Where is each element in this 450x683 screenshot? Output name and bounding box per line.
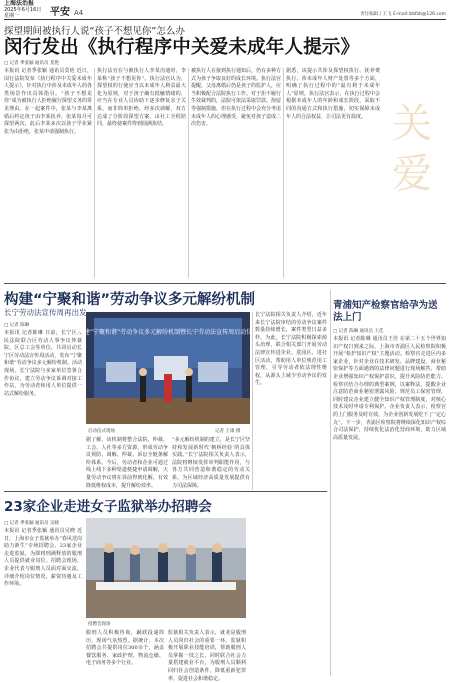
article1-column-1: 本报讯 记者季张颖 通讯员莫艳 近日，闵行法院发布《执行程序中关爱未成年人提示》，针对执行中涉及未成年人的各类场景作出具体指引。“孩子不想见你”成为被执行人拒绝履行探望义务的常见理由。在一起案件中，张某与李某离婚后约定孩子由李某抚养，张某每月可探望两次。此后李某多次以孩子学业紧张为由拒绝，张某申请强制执行。 xyxy=(4,68,92,135)
article2-photo-credit: 记者 王康 摄 xyxy=(215,429,241,434)
section-divider xyxy=(4,491,327,492)
article4-column-2: 服刑人员积极咨询，踊跃投递简历，现场气氛热烈。据统计，本次招聘会共提供岗位300余个，涵盖餐饮服务、家政护理、物流仓储、电子商务等多个行业。 xyxy=(86,630,164,667)
article3-byline: □ 记者 陈琳 通讯员 王佳 xyxy=(333,329,384,334)
article1-column-3: 被执行人在接到执行通知后，仍有多种方式为孩子争取良好的成长环境。执行法官提醒，父母离婚后仍是孩子的监护人，应当积极配合法院执行工作。对于拒不履行生效裁判的，法院可依法采取罚款、拘留等强制措施，但在执行过程中会充分考虑未成年人的心理感受，避免对孩子造成二次伤害。 xyxy=(191,68,282,128)
article2-subheadline: 长宁劳动法宣传周再出发 xyxy=(4,308,87,317)
issue-date: 2025年6月16日 xyxy=(4,7,42,13)
column-divider xyxy=(330,290,331,676)
column-divider xyxy=(283,68,284,278)
logo-title: 上海法治报 xyxy=(4,0,35,7)
article2-column-3: “多元解纷机制的建立，是长宁区坚持和发展新时代‘枫桥经验’的具体实践。”长宁法院相关负责人表示，法院将继续发挥审判职能作用，与各方共同营造和谐稳定的劳动关系，为区域经济高质量发展提供有力司法保障。 xyxy=(172,437,250,489)
article2-column-2: 据了解，该机制将整合法院、仲裁、工会、人社等多方资源，形成劳动争议预防、调解、仲裁、诉讼全链条解纷体系。今后，劳动者和企业可通过线上线下多种渠道便捷申请调解，大量劳动争议将在诉前得到化解，有效降低维权成本，提升解纷效率。 xyxy=(86,437,168,489)
article4-headline: 23家企业走进女子监狱举办招聘会 xyxy=(4,499,212,515)
side-glyph-care-1: 关 xyxy=(392,101,432,147)
article4-photo xyxy=(86,518,246,618)
article4-column-1: 本报讯 记者季张颖 通讯员吴晓 近日，上海市女子监狱举办“春风送岗 助力新生”专场招聘会，23家企业走进监狱，为即将刑满释放的服刑人员提供就业岗位。招聘会现场，企业代表与服刑人员面对面交流，详细介绍岗位情况、薪资待遇及工作环境。 xyxy=(4,528,82,588)
article4-column-3: 监狱相关负责人表示，就业是服刑人员回归社会的重要一环。监狱积极开展职业技能培训，帮助服刑人员掌握一技之长，同时联合社会力量搭建就业平台，为服刑人员顺利回归社会创造条件，降低重新犯罪率，促进社会和谐稳定。 xyxy=(168,630,246,682)
section-divider xyxy=(4,283,446,284)
column-divider xyxy=(94,68,95,278)
article2-headline: 构建“宁聚和谐”劳动争议多元解纷机制 xyxy=(4,292,256,308)
article2-column-1: 本报讯 记者陈琳 日前，长宁区人民法院联合区劳动人事争议仲裁院、区总工会等单位，共同启动长宁区劳动法宣传周活动，发布“宁聚和谐”劳动争议多元解纷机制。活动现场，长宁法院与多家单位签署合作协议，建立劳动争议诉调对接工作站，为劳动者和用人单位提供一站式解纷服务。 xyxy=(4,330,82,397)
newspaper-logo xyxy=(4,1,44,19)
article1-column-2: 执行法官在与被执行人李某沟通时，李某称“孩子不想见你”。执行法官认为，探望权的行使应当以未成年人利益最大化为原则，对于孩子确有抵触情绪的，应当在专业人员协助下逐步修复亲子关系，而非简单拒绝。经多次调解，双方达成了分阶段探望方案，由社工全程陪同，最终使案件得到圆满执结。 xyxy=(97,68,186,128)
article2-photo-caption: 启动仪式现场 xyxy=(88,429,115,434)
article1-column-4: 据悉，该提示共涉及探望权执行、抚养费执行、涉未成年人财产处置等多个方面，明确了执行过程中的“最有利于未成年人”原则。执行法官表示，在执行过程中会根据未成年人的年龄和成长阶段，采取不同的沟通方式和执行措施，切实保障未成年人的合法权益，让司法更有温度。 xyxy=(286,68,380,120)
side-glyph-care-2: 爱 xyxy=(392,151,432,197)
article1-byline: □ 记者 季张颖 通讯员 莫艳 xyxy=(4,61,59,66)
article1-headline: 闵行发出《执行程序中关爱未成年人提示》 xyxy=(4,37,360,58)
job-fair-photo-illustration xyxy=(86,518,246,618)
article4-photo-caption: 招聘会现场 xyxy=(88,622,111,627)
issue-weekday: 星期一 xyxy=(4,13,20,19)
article1-kicker: 探望期间被执行人说“孩子不想见你”怎么办 xyxy=(4,26,185,37)
section-name: 平安 xyxy=(50,7,70,18)
article3-headline: 青浦知产检察官给孕为送法上门 xyxy=(333,300,438,323)
masthead xyxy=(4,2,446,20)
article4-byline: □ 记者 季张颖 通讯员 吴晓 xyxy=(4,521,59,526)
column-divider xyxy=(252,312,253,490)
ceremony-photo-illustration xyxy=(77,312,259,424)
column-divider xyxy=(188,68,189,278)
article3-body: 本报讯 记者陈琳 通讯员王佳 在第二十五个世界知识产权日到来之际，上海市青浦区人民检察院积极开展“检护知识产权”主题活动。检察官走进区内多家企业，针对企业在技术研发、品牌建设、商业秘密保护等方面遇到的法律问题进行现场解答，帮助企业增强知识产权保护意识，提升风险防范能力。检察官结合办理的典型案例，以案释法，提醒企业注意防范商业秘密泄露风险，规范员工保密管理，同时建议企业建立健全知识产权管理制度，对核心技术及时申请专利保护。企业负责人表示，检察官的上门服务及时有效，为企业创新发展吃下了“定心丸”。下一步，青浦区检察院将继续深化知识产权综合司法保护，持续优化法治化营商环境，助力区域高质量发展。 xyxy=(333,336,446,441)
stage-banner-text: 构建“宁聚和谐”劳动争议多元解纷机制暨长宁劳动法宣传周启动仪式 xyxy=(77,329,259,336)
editor-info: 责任编辑 / 王飞 E-mail:lzbfzb@126.com xyxy=(360,12,446,17)
article2-column-4: 长宁法院相关负责人介绍，近年来长宁法院审结的劳动争议案件数量持续增长，案件类型日益多样。为此，长宁法院积极探索源头治理，联合相关部门开展劳动法律宣传进企业、进园区、进社区活动，帮助用人单位规范用工管理，引导劳动者依法理性维权，从源头上减少劳动争议的发生。 xyxy=(255,312,327,387)
article2-byline: □ 记者 陈琳 xyxy=(4,323,30,328)
article2-photo xyxy=(77,312,259,424)
page-number: A4 xyxy=(74,9,84,17)
